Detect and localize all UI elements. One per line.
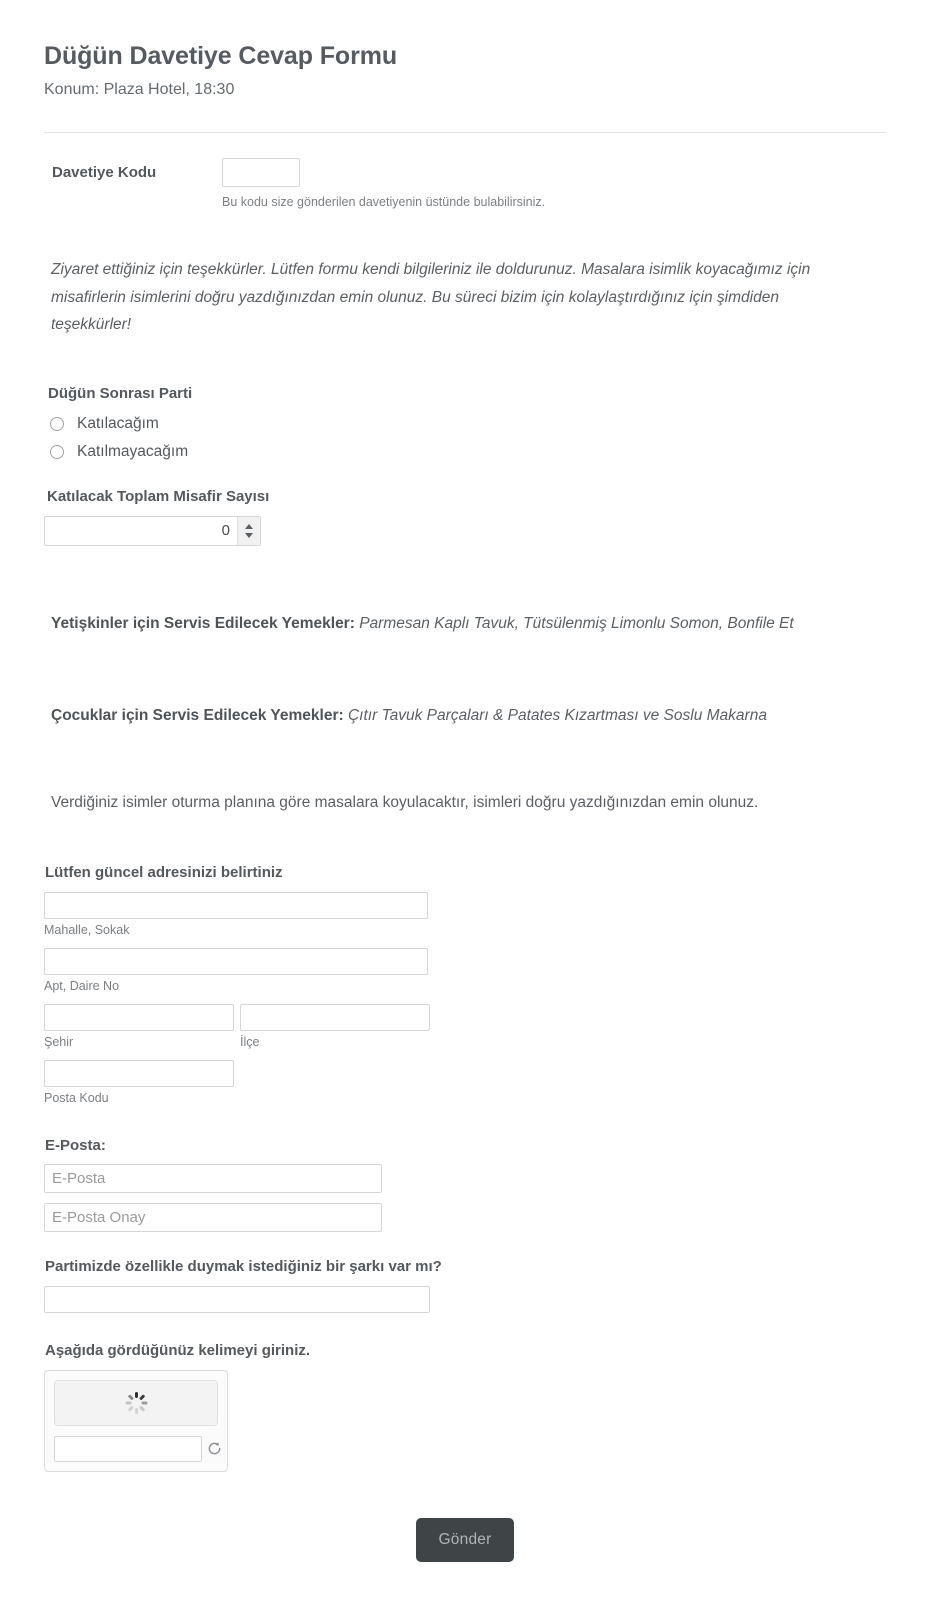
address-postal-input[interactable]: [44, 1060, 234, 1087]
captcha-input-row: [54, 1436, 218, 1462]
submit-button[interactable]: Gönder: [416, 1518, 514, 1562]
captcha-box: [44, 1370, 228, 1472]
intro-paragraph: Ziyaret ettiğiniz için teşekkürler. Lütfen formu kendi bilgileriniz ile doldurunuz. Masalara isimlik koyacağımız için misafirlerin isimlerini doğru yazdığınızdan emin olunuz. Bu süreci bizim için kolaylaştırdığınız için şimdiden teşekkürler!: [51, 261, 811, 334]
captcha-label: Aşağıda gördüğünüz kelimeyi giriniz.: [45, 1341, 311, 1359]
radio-option-not-attending[interactable]: [44, 443, 886, 461]
email-section: [44, 1137, 886, 1232]
radio-circle-icon[interactable]: [50, 445, 64, 459]
captcha-section: [44, 1342, 886, 1472]
radio-label-not-attending: Katılmayacağım: [77, 442, 189, 460]
loading-spinner-icon: [125, 1392, 147, 1414]
email-input[interactable]: [44, 1164, 382, 1193]
adults-menu-label: Yetişkinler için Servis Edilecek Yemekler:: [51, 614, 355, 632]
form-header: [44, 0, 886, 133]
refresh-icon[interactable]: [207, 1441, 222, 1456]
address-postal-sublabel: Posta Kodu: [44, 1090, 109, 1105]
kids-menu-line: [44, 702, 851, 729]
address-district-input[interactable]: [240, 1004, 430, 1031]
guest-count-value[interactable]: 0: [221, 522, 230, 540]
address-street-field: [44, 892, 886, 937]
party-attendance-title: Düğün Sonrası Parti: [48, 384, 193, 402]
form-subtitle: Konum: Plaza Hotel, 18:30: [44, 81, 235, 98]
arrow-down-icon[interactable]: [245, 533, 253, 538]
address-apartment-sublabel: Apt, Daire No: [44, 978, 120, 993]
song-request-label: Partimizde özellikle duymak istediğiniz bir şarkı var mı?: [45, 1257, 442, 1275]
address-apartment-input[interactable]: [44, 948, 428, 975]
address-street-sublabel: Mahalle, Sokak: [44, 922, 130, 937]
invitation-code-hint: Bu kodu size gönderilen davetiyenin üstünde bulabilirsiniz.: [222, 195, 546, 209]
page-title: Düğün Davetiye Cevap Formu: [44, 42, 398, 70]
adults-menu-line: [44, 610, 851, 637]
captcha-input[interactable]: [54, 1436, 202, 1462]
address-city-field: [44, 1004, 234, 1049]
captcha-image: [54, 1380, 218, 1426]
guest-count-label: Katılacak Toplam Misafir Sayısı: [47, 487, 270, 505]
arrow-up-icon[interactable]: [245, 524, 253, 529]
kids-menu-label: Çocuklar için Servis Edilecek Yemekler:: [51, 706, 344, 724]
address-title: Lütfen güncel adresinizi belirtiniz: [45, 863, 283, 881]
invitation-code-field: [44, 133, 886, 209]
address-district-sublabel: İlçe: [240, 1034, 260, 1049]
address-city-sublabel: Şehir: [44, 1034, 74, 1049]
address-street-input[interactable]: [44, 892, 428, 919]
address-city-district-row: [44, 1004, 886, 1049]
song-request-input[interactable]: [44, 1286, 430, 1313]
address-postal-field: [44, 1060, 886, 1105]
invitation-code-input[interactable]: [222, 158, 300, 187]
address-section: [44, 864, 886, 1105]
invitation-code-label: Davetiye Kodu: [52, 164, 157, 181]
song-request-section: [44, 1258, 886, 1313]
adults-menu-items: Parmesan Kaplı Tavuk, Tütsülenmiş Limonlu Somon, Bonfile Et: [359, 614, 794, 632]
address-city-input[interactable]: [44, 1004, 234, 1031]
address-district-field: [240, 1004, 430, 1049]
radio-label-attending: Katılacağım: [77, 414, 159, 432]
radio-option-attending[interactable]: [44, 415, 886, 433]
kids-menu-items: Çıtır Tavuk Parçaları & Patates Kızartması ve Soslu Makarna: [347, 706, 767, 724]
guest-count-field: [44, 488, 886, 546]
address-apartment-field: [44, 948, 886, 993]
email-title: E-Posta:: [45, 1136, 106, 1154]
email-confirm-input[interactable]: [44, 1203, 382, 1232]
guest-count-stepper[interactable]: [44, 516, 261, 546]
seating-note: Verdiğiniz isimler oturma planına göre masalara koyulacaktır, isimleri doğru yazdığınızdan emin olunuz.: [51, 793, 759, 811]
radio-circle-icon[interactable]: [50, 417, 64, 431]
party-attendance-group: [44, 385, 886, 461]
submit-row: [44, 1518, 886, 1618]
stepper-arrows[interactable]: [237, 517, 260, 545]
